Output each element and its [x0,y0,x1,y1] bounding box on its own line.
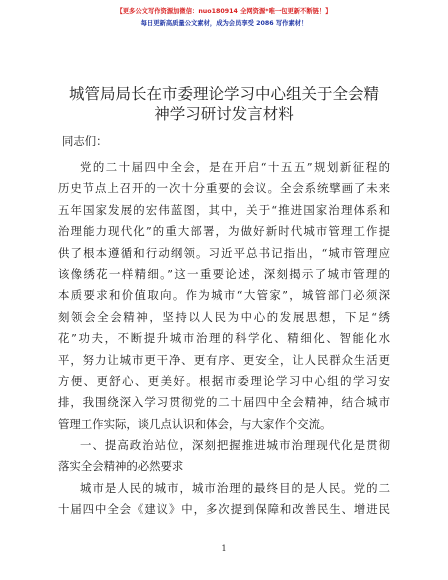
body-line: 城市是人民的城市，城市治理的最终目的是人民。党的二 [80,480,390,495]
body-line: 排，我围绕深入学习贯彻党的二十届四中全会精神，结合城市 [58,395,390,410]
body-line: 花”功夫，不断提升城市治理的科学化、精细化、智能化水 [58,331,390,346]
promo-banner [0,6,448,30]
body-line: 方便、更舒心、更美好。根据市委理论学习中心组的学习安 [58,373,390,388]
salutation: 同志们： [62,134,108,148]
body-line: 刻领会全会精神，坚持以人民为中心的发展思想，下足“绣 [58,309,390,324]
document-title-line-2: 神学习研讨发言材料 [154,105,294,123]
document-title [40,84,408,124]
body-line: 五年国家发展的宏伟蓝图，其中，关于“推进国家治理体系和 [58,202,390,217]
document-body [58,157,390,521]
body-line: 管理工作实际，谈几点认识和体会，与大家作个交流。 [58,416,332,431]
promo-banner-line-1: 【更多公文写作资源加微信：nuo180914 全网资源*唯一包更新不断链！】 [116,8,332,15]
body-line: 供了根本遵循和行动纲领。习近平总书记指出，“城市管理应 [58,245,390,260]
page-number: 1 [221,544,227,553]
body-line: 十届四中全会《建议》中，多次提到保障和改善民生、增进民 [58,502,390,517]
body-line: 历史节点上召开的一次十分重要的会议。全会系统擘画了未来 [58,181,390,196]
body-line: 平，努力让城市更干净、更有序、更安全，让人民群众生活更 [58,352,390,367]
body-line: 治理能力现代化”的重大部署，为做好新时代城市管理工作提 [58,224,390,239]
section-heading-line: 一、提高政治站位，深刻把握推进城市治理现代化是贯彻 [80,438,390,453]
document-title-line-1: 城管局局长在市委理论学习中心组关于全会精 [68,85,379,103]
body-line: 党的二十届四中全会，是在开启“十五五”规划新征程的 [80,160,390,174]
section-heading-line: 落实全会精神的必然要求 [58,459,184,474]
body-line: 本质要求和价值取向。作为城市“大管家”，城管部门必须深 [58,288,390,303]
promo-banner-line-2: 每日更新高质量公文素材，成为会员享受 2086 写作素材！ [140,20,308,27]
body-line: 该像绣花一样精细。”这一重要论述，深刻揭示了城市管理的 [58,266,390,281]
